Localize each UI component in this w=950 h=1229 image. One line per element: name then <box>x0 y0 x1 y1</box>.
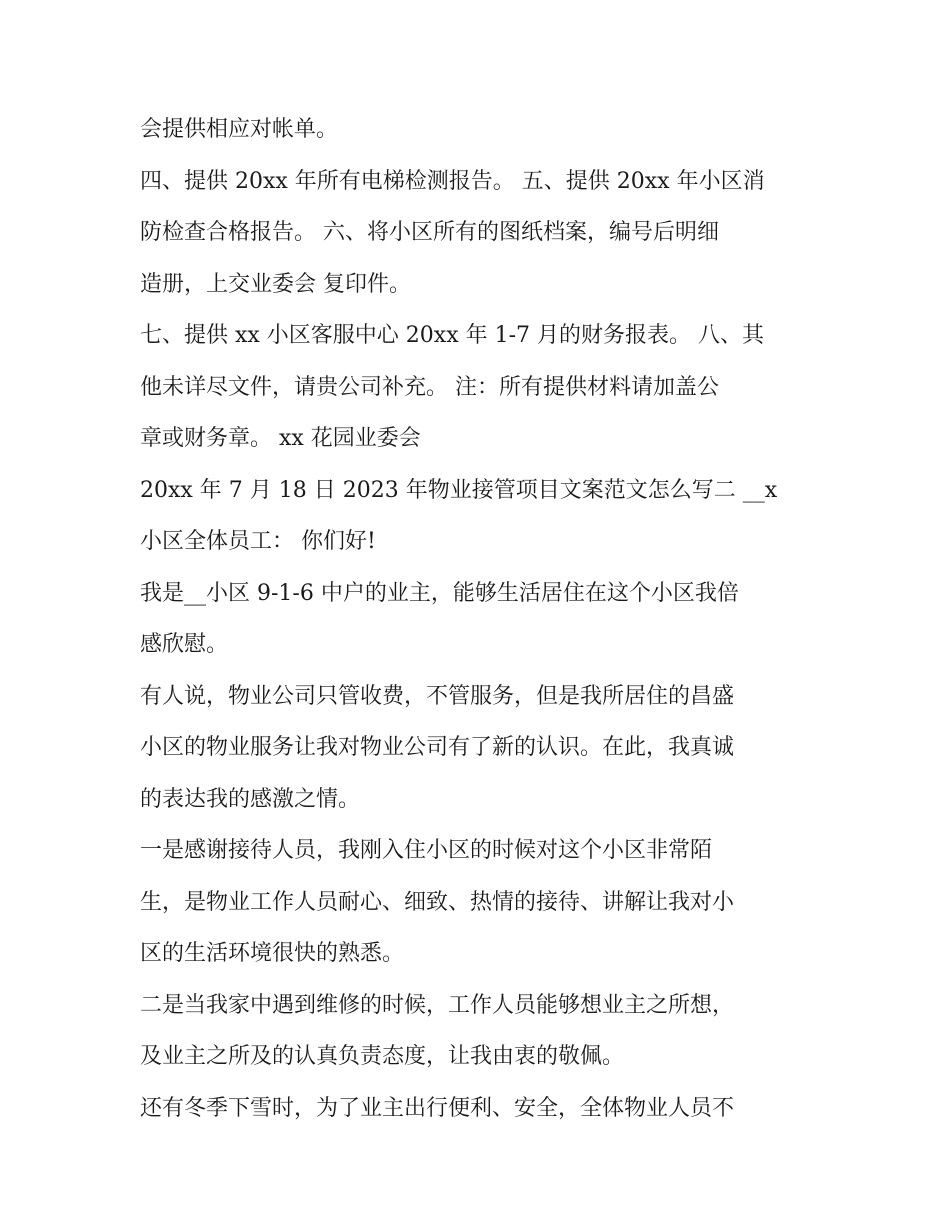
text-line: 感欣慰。 <box>140 632 229 657</box>
text-line: 一是感谢接待人员，我刚入住小区的时候对这个小区非常陌 <box>140 838 713 863</box>
document-body <box>140 104 830 1134</box>
text-line: 区的生活环境很快的熟悉。 <box>140 941 405 966</box>
text-line: 的表达我的感激之情。 <box>140 786 361 812</box>
text-line: 他未详尽文件，请贵公司补充。 注：所有提供材料请加盖公 <box>140 374 719 400</box>
text-line: 二是当我家中遇到维修的时候，工作人员能够想业主之所想， <box>140 992 735 1018</box>
text-line: 小区全体员工： 你们好! <box>140 529 376 554</box>
text-line: 还有冬季下雪时，为了业主出行便利、安全，全体物业人员不 <box>140 1095 735 1121</box>
text-line: 小区的物业服务让我对物业公司有了新的认识。在此，我真诚 <box>140 735 735 760</box>
text-line: 我是__小区 9-1-6 中户的业主，能够生活居住在这个小区我倍 <box>140 580 739 606</box>
text-line: 造册，上交业委会 复印件。 <box>140 271 411 297</box>
text-line: 防检查合格报告。 六、将小区所有的图纸档案，编号后明细 <box>140 220 719 245</box>
text-line: 有人说，物业公司只管收费，不管服务，但是我所居住的昌盛 <box>140 683 735 709</box>
text-line: 七、提供 xx 小区客服中心 20xx 年 1-7 月的财务报表。 八、其 <box>140 323 765 348</box>
text-line: 会提供相应对帐单。 <box>140 117 339 142</box>
text-line: 生，是物业工作人员耐心、细致、热情的接待、讲解让我对小 <box>140 889 735 915</box>
text-line: 及业主之所及的认真负责态度，让我由衷的敬佩。 <box>140 1044 625 1069</box>
text-line: 四、提供 20xx 年所有电梯检测报告。 五、提供 20xx 年小区消 <box>140 168 765 194</box>
text-line: 章或财务章。 xx 花园业委会 <box>140 426 421 451</box>
text-line: 20xx 年 7 月 18 日 2023 年物业接管项目文案范文怎么写二 __x <box>140 477 778 503</box>
